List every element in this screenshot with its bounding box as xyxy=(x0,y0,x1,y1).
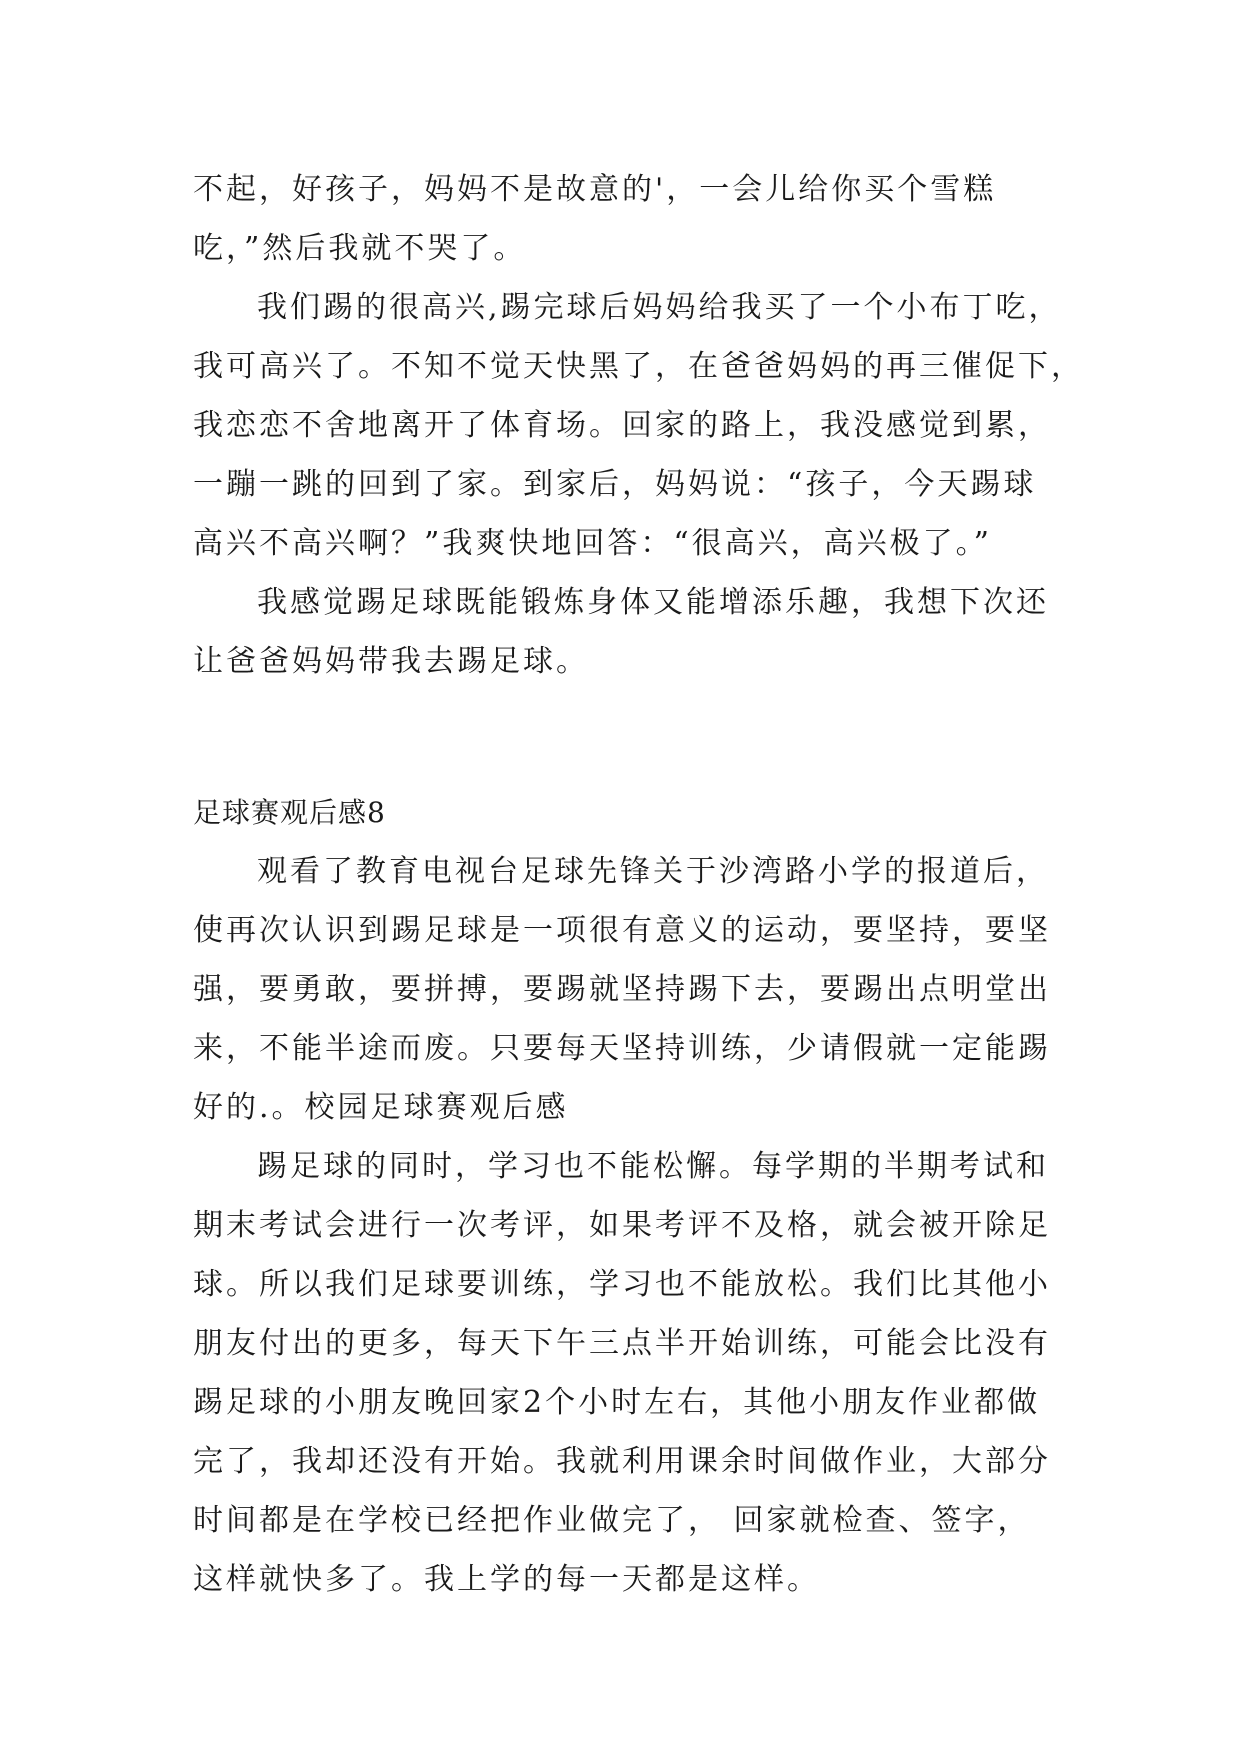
paragraph-2 xyxy=(193,278,1084,573)
section-paragraph-2 xyxy=(193,1137,1053,1609)
paragraph-line: 踢足球的小朋友晚回家2个小时左右，其他小朋友作业都做 xyxy=(193,1385,1041,1420)
paragraph-line: 完了，我却还没有开始。我就利用课余时间做作业，大部分 xyxy=(193,1444,1051,1479)
paragraph-line: 不起，好孩子，妈妈不是故意的'，一会儿给你买个雪糕 xyxy=(193,172,997,207)
paragraph-line: 来，不能半途而废。只要每天坚持训练，少请假就一定能踢 xyxy=(193,1031,1051,1066)
paragraph-line: 使再次认识到踢足球是一项很有意义的运动，要坚持，要坚 xyxy=(193,913,1051,948)
paragraph-line: 观看了教育电视台足球先锋关于沙湾路小学的报道后， xyxy=(257,854,1049,889)
paragraph-3 xyxy=(193,573,1053,691)
paragraph-1 xyxy=(193,160,1053,278)
paragraph-line: 好的.。校园足球赛观后感 xyxy=(193,1090,569,1125)
paragraph-line: 我们踢的很高兴,踢完球后妈妈给我买了一个小布丁吃， xyxy=(257,290,1062,325)
document-page xyxy=(193,160,1084,1609)
paragraph-line: 我感觉踢足球既能锻炼身体又能增添乐趣，我想下次还 xyxy=(257,585,1049,620)
paragraph-line: 吃，”然后我就不哭了。 xyxy=(193,231,527,266)
paragraph-line: 一蹦一跳的回到了家。到家后，妈妈说：“孩子，今天踢球 xyxy=(193,467,1037,502)
paragraph-line: 时间都是在学校已经把作业做完了， 回家就检查、签字， xyxy=(193,1503,1031,1538)
section-title: 足球赛观后感8 xyxy=(193,796,386,829)
paragraph-line: 强，要勇敢，要拼搏，要踢就坚持踢下去，要踢出点明堂出 xyxy=(193,972,1051,1007)
section-paragraph-1 xyxy=(193,842,1053,1137)
paragraph-line: 期末考试会进行一次考评，如果考评不及格，就会被开除足 xyxy=(193,1208,1051,1243)
paragraph-line: 我恋恋不舍地离开了体育场。回家的路上，我没感觉到累， xyxy=(193,408,1051,443)
paragraph-line: 我可高兴了。不知不觉天快黑了，在爸爸妈妈的再三催促下， xyxy=(193,349,1084,384)
paragraph-line: 球。所以我们足球要训练，学习也不能放松。我们比其他小 xyxy=(193,1267,1051,1302)
paragraph-line: 朋友付出的更多，每天下午三点半开始训练，可能会比没有 xyxy=(193,1326,1051,1361)
paragraph-line: 踢足球的同时，学习也不能松懈。每学期的半期考试和 xyxy=(257,1149,1049,1184)
paragraph-line: 让爸爸妈妈带我去踢足球。 xyxy=(193,644,589,679)
paragraph-line: 这样就快多了。我上学的每一天都是这样。 xyxy=(193,1562,820,1597)
paragraph-line: 高兴不高兴啊？”我爽快地回答：“很高兴，高兴极了。” xyxy=(193,526,993,561)
section-gap xyxy=(193,691,1053,783)
